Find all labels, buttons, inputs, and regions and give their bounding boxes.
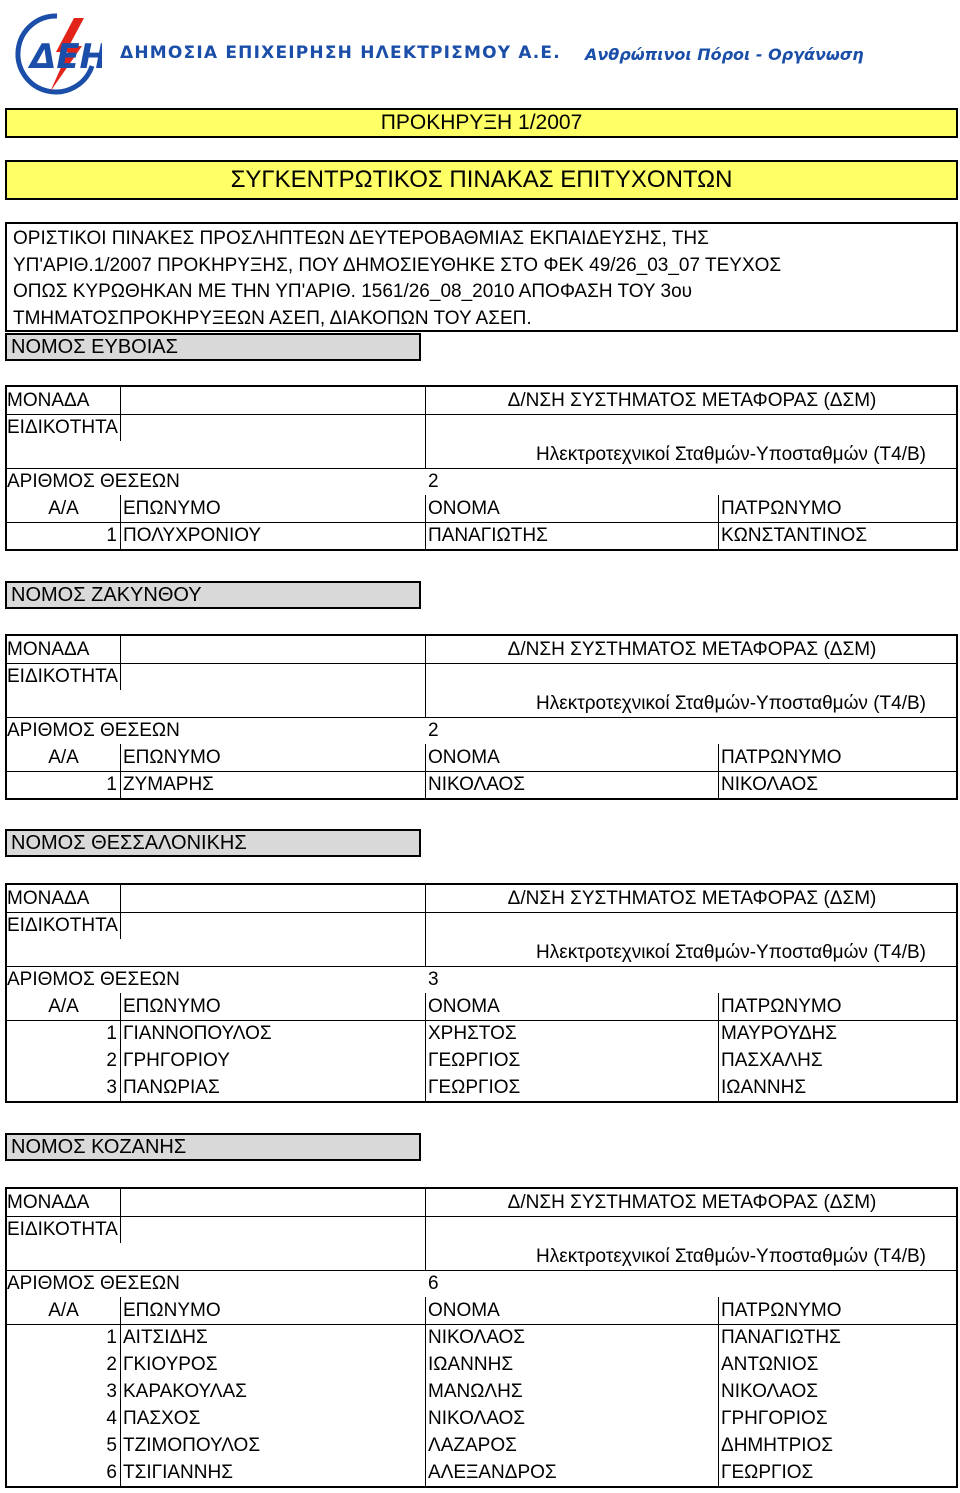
unit-label: ΜΟΝΑΔΑ [7, 1192, 90, 1213]
name-cell: ΝΙΚΟΛΑΟΣ [428, 1327, 526, 1348]
grid-line [425, 636, 426, 717]
name-cell: ΝΙΚΟΛΑΟΣ [428, 774, 526, 795]
grid-line [718, 495, 719, 549]
dei-logo [12, 8, 102, 100]
grid-line [7, 1324, 956, 1325]
unit-value: Δ/ΝΣΗ ΣΥΣΤΗΜΑΤΟΣ ΜΕΤΑΦΟΡΑΣ (ΔΣΜ) [507, 390, 877, 411]
row-number: 1 [106, 1023, 117, 1044]
section-table [5, 634, 958, 800]
specialty-value: Ηλεκτροτεχνικοί Σταθμών-Υποσταθμών (Τ4/Β) [536, 693, 926, 714]
announcement-title: ΠΡΟΚΗΡΥΞΗ 1/2007 [5, 108, 958, 138]
intro-text [5, 222, 958, 332]
unit-row [7, 387, 956, 414]
company-name: ΔΗΜΟΣΙΑ ΕΠΙΧΕΙΡΗΣΗ ΗΛΕΚΤΡΙΣΜΟΥ Α.Ε. [120, 43, 561, 63]
grid-line [120, 636, 121, 690]
father-name-cell: ΝΙΚΟΛΑΟΣ [721, 1381, 819, 1402]
section-table [5, 385, 958, 551]
specialty-row [7, 1243, 956, 1270]
specialty-row [7, 939, 956, 966]
col-name-header: ΟΝΟΜΑ [428, 498, 500, 519]
specialty-value: Ηλεκτροτεχνικοί Σταθμών-Υποσταθμών (Τ4/Β) [536, 1246, 926, 1267]
col-name-header: ΟΝΟΜΑ [428, 747, 500, 768]
surname-cell: ΑΙΤΣΙΔΗΣ [123, 1327, 208, 1348]
intro-line: ΟΡΙΣΤΙΚΟΙ ΠΙΝΑΚΕΣ ΠΡΟΣΛΗΠΤΕΩΝ ΔΕΥΤΕΡΟΒΑΘΜΙΑΣ ΕΚΠΑΙΔΕΥΣΗΣ, ΤΗΣ [13, 228, 709, 249]
grid-line [718, 744, 719, 798]
surname-cell: ΤΖΙΜΟΠΟΥΛΟΣ [123, 1435, 261, 1456]
col-father-header: ΠΑΤΡΩΝΥΜΟ [721, 996, 842, 1017]
specialty-label: ΕΙΔΙΚΟΤΗΤΑ [7, 915, 118, 936]
prefecture-header: ΝΟΜΟΣ ΖΑΚΥΝΘΟΥ [5, 581, 421, 609]
grid-line [120, 387, 121, 441]
col-aa-header: Α/Α [48, 747, 79, 768]
grid-line [425, 744, 426, 798]
positions-value: 2 [428, 720, 439, 741]
unit-row [7, 636, 956, 663]
grid-line [120, 1189, 121, 1243]
name-cell: ΝΙΚΟΛΑΟΣ [428, 1408, 526, 1429]
summary-title: ΣΥΓΚΕΝΤΡΩΤΙΚΟΣ ΠΙΝΑΚΑΣ ΕΠΙΤΥΧΟΝΤΩΝ [5, 160, 958, 200]
company-banner [120, 38, 580, 68]
col-surname-header: ΕΠΩΝΥΜΟ [123, 996, 221, 1017]
table-row [7, 1324, 956, 1351]
name-cell: ΜΑΝΩΛΗΣ [428, 1381, 523, 1402]
grid-line [120, 744, 121, 798]
col-surname-header: ΕΠΩΝΥΜΟ [123, 1300, 221, 1321]
father-name-cell: ΓΕΩΡΓΙΟΣ [721, 1462, 814, 1483]
surname-cell: ΖΥΜΑΡΗΣ [123, 774, 214, 795]
positions-row [7, 468, 956, 495]
row-number: 2 [106, 1354, 117, 1375]
surname-cell: ΠΑΝΩΡΙΑΣ [123, 1077, 220, 1098]
specialty-label-row [7, 663, 956, 690]
unit-row [7, 1189, 956, 1216]
intro-line: ΥΠ'ΑΡΙΘ.1/2007 ΠΡΟΚΗΡΥΞΗΣ, ΠΟΥ ΔΗΜΟΣΙΕΥΘΗΚΕ ΣΤΟ ΦΕΚ 49/26_03_07 ΤΕΥΧΟΣ [13, 254, 782, 276]
specialty-label: ΕΙΔΙΚΟΤΗΤΑ [7, 1219, 118, 1240]
positions-label: ΑΡΙΘΜΟΣ ΘΕΣΕΩΝ [7, 471, 180, 492]
col-surname-header: ΕΠΩΝΥΜΟ [123, 747, 221, 768]
grid-line [7, 1270, 956, 1271]
row-number: 1 [106, 525, 117, 546]
grid-line [7, 717, 956, 718]
table-row [7, 1432, 956, 1459]
col-name-header: ΟΝΟΜΑ [428, 1300, 500, 1321]
row-number: 1 [106, 1327, 117, 1348]
name-cell: ΙΩΑΝΝΗΣ [428, 1354, 514, 1375]
table-row [7, 522, 956, 549]
surname-cell: ΠΑΣΧΟΣ [123, 1408, 201, 1429]
table-row [7, 1459, 956, 1486]
specialty-label: ΕΙΔΙΚΟΤΗΤΑ [7, 417, 118, 438]
prefecture-header: ΝΟΜΟΣ ΘΕΣΣΑΛΟΝΙΚΗΣ [5, 829, 421, 857]
father-name-cell: ΓΡΗΓΟΡΙΟΣ [721, 1408, 828, 1429]
grid-line [7, 966, 956, 967]
unit-value: Δ/ΝΣΗ ΣΥΣΤΗΜΑΤΟΣ ΜΕΤΑΦΟΡΑΣ (ΔΣΜ) [507, 639, 877, 660]
grid-line [120, 993, 121, 1101]
grid-line [425, 1189, 426, 1270]
col-aa-header: Α/Α [48, 1300, 79, 1321]
section-table [5, 1187, 958, 1488]
specialty-value: Ηλεκτροτεχνικοί Σταθμών-Υποσταθμών (Τ4/Β) [536, 942, 926, 963]
row-number: 2 [106, 1050, 117, 1071]
positions-value: 3 [428, 969, 439, 990]
father-name-cell: ΔΗΜΗΤΡΙΟΣ [721, 1435, 834, 1456]
col-surname-header: ΕΠΩΝΥΜΟ [123, 498, 221, 519]
specialty-row [7, 690, 956, 717]
grid-line [7, 468, 956, 469]
father-name-cell: ΑΝΤΩΝΙΟΣ [721, 1354, 819, 1375]
column-header-row [7, 495, 956, 522]
row-number: 3 [106, 1381, 117, 1402]
grid-line [425, 885, 426, 966]
grid-line [7, 771, 956, 772]
column-header-row [7, 1297, 956, 1324]
unit-row [7, 885, 956, 912]
table-row [7, 1378, 956, 1405]
grid-line [425, 387, 426, 468]
grid-line [7, 414, 956, 415]
unit-value: Δ/ΝΣΗ ΣΥΣΤΗΜΑΤΟΣ ΜΕΤΑΦΟΡΑΣ (ΔΣΜ) [507, 888, 877, 909]
positions-label: ΑΡΙΘΜΟΣ ΘΕΣΕΩΝ [7, 1273, 180, 1294]
specialty-row [7, 441, 956, 468]
specialty-label-row [7, 912, 956, 939]
prefecture-header: ΝΟΜΟΣ ΚΟΖΑΝΗΣ [5, 1133, 421, 1161]
col-aa-header: Α/Α [48, 996, 79, 1017]
grid-line [425, 495, 426, 549]
surname-cell: ΓΚΙΟΥΡΟΣ [123, 1354, 218, 1375]
grid-line [120, 1297, 121, 1486]
positions-row [7, 966, 956, 993]
col-father-header: ΠΑΤΡΩΝΥΜΟ [721, 747, 842, 768]
section-table [5, 883, 958, 1103]
positions-value: 6 [428, 1273, 439, 1294]
col-name-header: ΟΝΟΜΑ [428, 996, 500, 1017]
name-cell: ΑΛΕΞΑΝΔΡΟΣ [428, 1462, 557, 1483]
grid-line [7, 522, 956, 523]
grid-line [120, 495, 121, 549]
specialty-label-row [7, 414, 956, 441]
specialty-value: Ηλεκτροτεχνικοί Σταθμών-Υποσταθμών (Τ4/Β) [536, 444, 926, 465]
father-name-cell: ΙΩΑΝΝΗΣ [721, 1077, 807, 1098]
name-cell: ΓΕΩΡΓΙΟΣ [428, 1050, 521, 1071]
father-name-cell: ΝΙΚΟΛΑΟΣ [721, 774, 819, 795]
table-row [7, 1405, 956, 1432]
grid-line [7, 912, 956, 913]
table-row [7, 1020, 956, 1047]
col-aa-header: Α/Α [48, 498, 79, 519]
unit-label: ΜΟΝΑΔΑ [7, 390, 90, 411]
positions-row [7, 717, 956, 744]
department-tagline: Ανθρώπινοι Πόροι - Οργάνωση [585, 44, 864, 64]
grid-line [7, 663, 956, 664]
logo-text: ΔΕΗ [30, 37, 102, 77]
unit-label: ΜΟΝΑΔΑ [7, 639, 90, 660]
positions-label: ΑΡΙΘΜΟΣ ΘΕΣΕΩΝ [7, 969, 180, 990]
surname-cell: ΓΙΑΝΝΟΠΟΥΛΟΣ [123, 1023, 272, 1044]
name-cell: ΓΕΩΡΓΙΟΣ [428, 1077, 521, 1098]
surname-cell: ΤΣΙΓΙΑΝΝΗΣ [123, 1462, 233, 1483]
intro-line: ΟΠΩΣ ΚΥΡΩΘΗΚΑΝ ΜΕ ΤΗΝ ΥΠ'ΑΡΙΘ. 1561/26_08_2010 ΑΠΟΦΑΣΗ ΤΟΥ 3ου [13, 281, 693, 302]
table-row [7, 1351, 956, 1378]
table-row [7, 771, 956, 798]
intro-line: ΤΜΗΜΑΤΟΣΠΡΟΚΗΡΥΞΕΩΝ ΑΣΕΠ, ΔΙΑΚΟΠΩΝ ΤΟΥ ΑΣΕΠ. [13, 307, 532, 329]
name-cell: ΛΑΖΑΡΟΣ [428, 1435, 517, 1456]
row-number: 6 [106, 1462, 117, 1483]
table-row [7, 1074, 956, 1101]
grid-line [7, 1216, 956, 1217]
surname-cell: ΚΑΡΑΚΟΥΛΑΣ [123, 1381, 247, 1402]
surname-cell: ΠΟΛΥΧΡΟΝΙΟΥ [123, 525, 262, 546]
row-number: 3 [106, 1077, 117, 1098]
table-row [7, 1047, 956, 1074]
column-header-row [7, 744, 956, 771]
col-father-header: ΠΑΤΡΩΝΥΜΟ [721, 498, 842, 519]
surname-cell: ΓΡΗΓΟΡΙΟΥ [123, 1050, 230, 1071]
row-number: 1 [106, 774, 117, 795]
positions-label: ΑΡΙΘΜΟΣ ΘΕΣΕΩΝ [7, 720, 180, 741]
column-header-row [7, 993, 956, 1020]
grid-line [7, 1020, 956, 1021]
father-name-cell: ΚΩΝΣΤΑΝΤΙΝΟΣ [721, 525, 868, 546]
father-name-cell: ΠΑΝΑΓΙΩΤΗΣ [721, 1327, 841, 1348]
unit-value: Δ/ΝΣΗ ΣΥΣΤΗΜΑΤΟΣ ΜΕΤΑΦΟΡΑΣ (ΔΣΜ) [507, 1192, 877, 1213]
grid-line [120, 885, 121, 939]
grid-line [425, 1297, 426, 1486]
prefecture-header: ΝΟΜΟΣ ΕΥΒΟΙΑΣ [5, 333, 421, 361]
name-cell: ΧΡΗΣΤΟΣ [428, 1023, 517, 1044]
col-father-header: ΠΑΤΡΩΝΥΜΟ [721, 1300, 842, 1321]
row-number: 5 [106, 1435, 117, 1456]
father-name-cell: ΜΑΥΡΟΥΔΗΣ [721, 1023, 838, 1044]
name-cell: ΠΑΝΑΓΙΩΤΗΣ [428, 525, 548, 546]
grid-line [718, 993, 719, 1101]
specialty-label: ΕΙΔΙΚΟΤΗΤΑ [7, 666, 118, 687]
row-number: 4 [106, 1408, 117, 1429]
unit-label: ΜΟΝΑΔΑ [7, 888, 90, 909]
positions-row [7, 1270, 956, 1297]
positions-value: 2 [428, 471, 439, 492]
father-name-cell: ΠΑΣΧΑΛΗΣ [721, 1050, 823, 1071]
grid-line [718, 1297, 719, 1486]
specialty-label-row [7, 1216, 956, 1243]
grid-line [425, 993, 426, 1101]
